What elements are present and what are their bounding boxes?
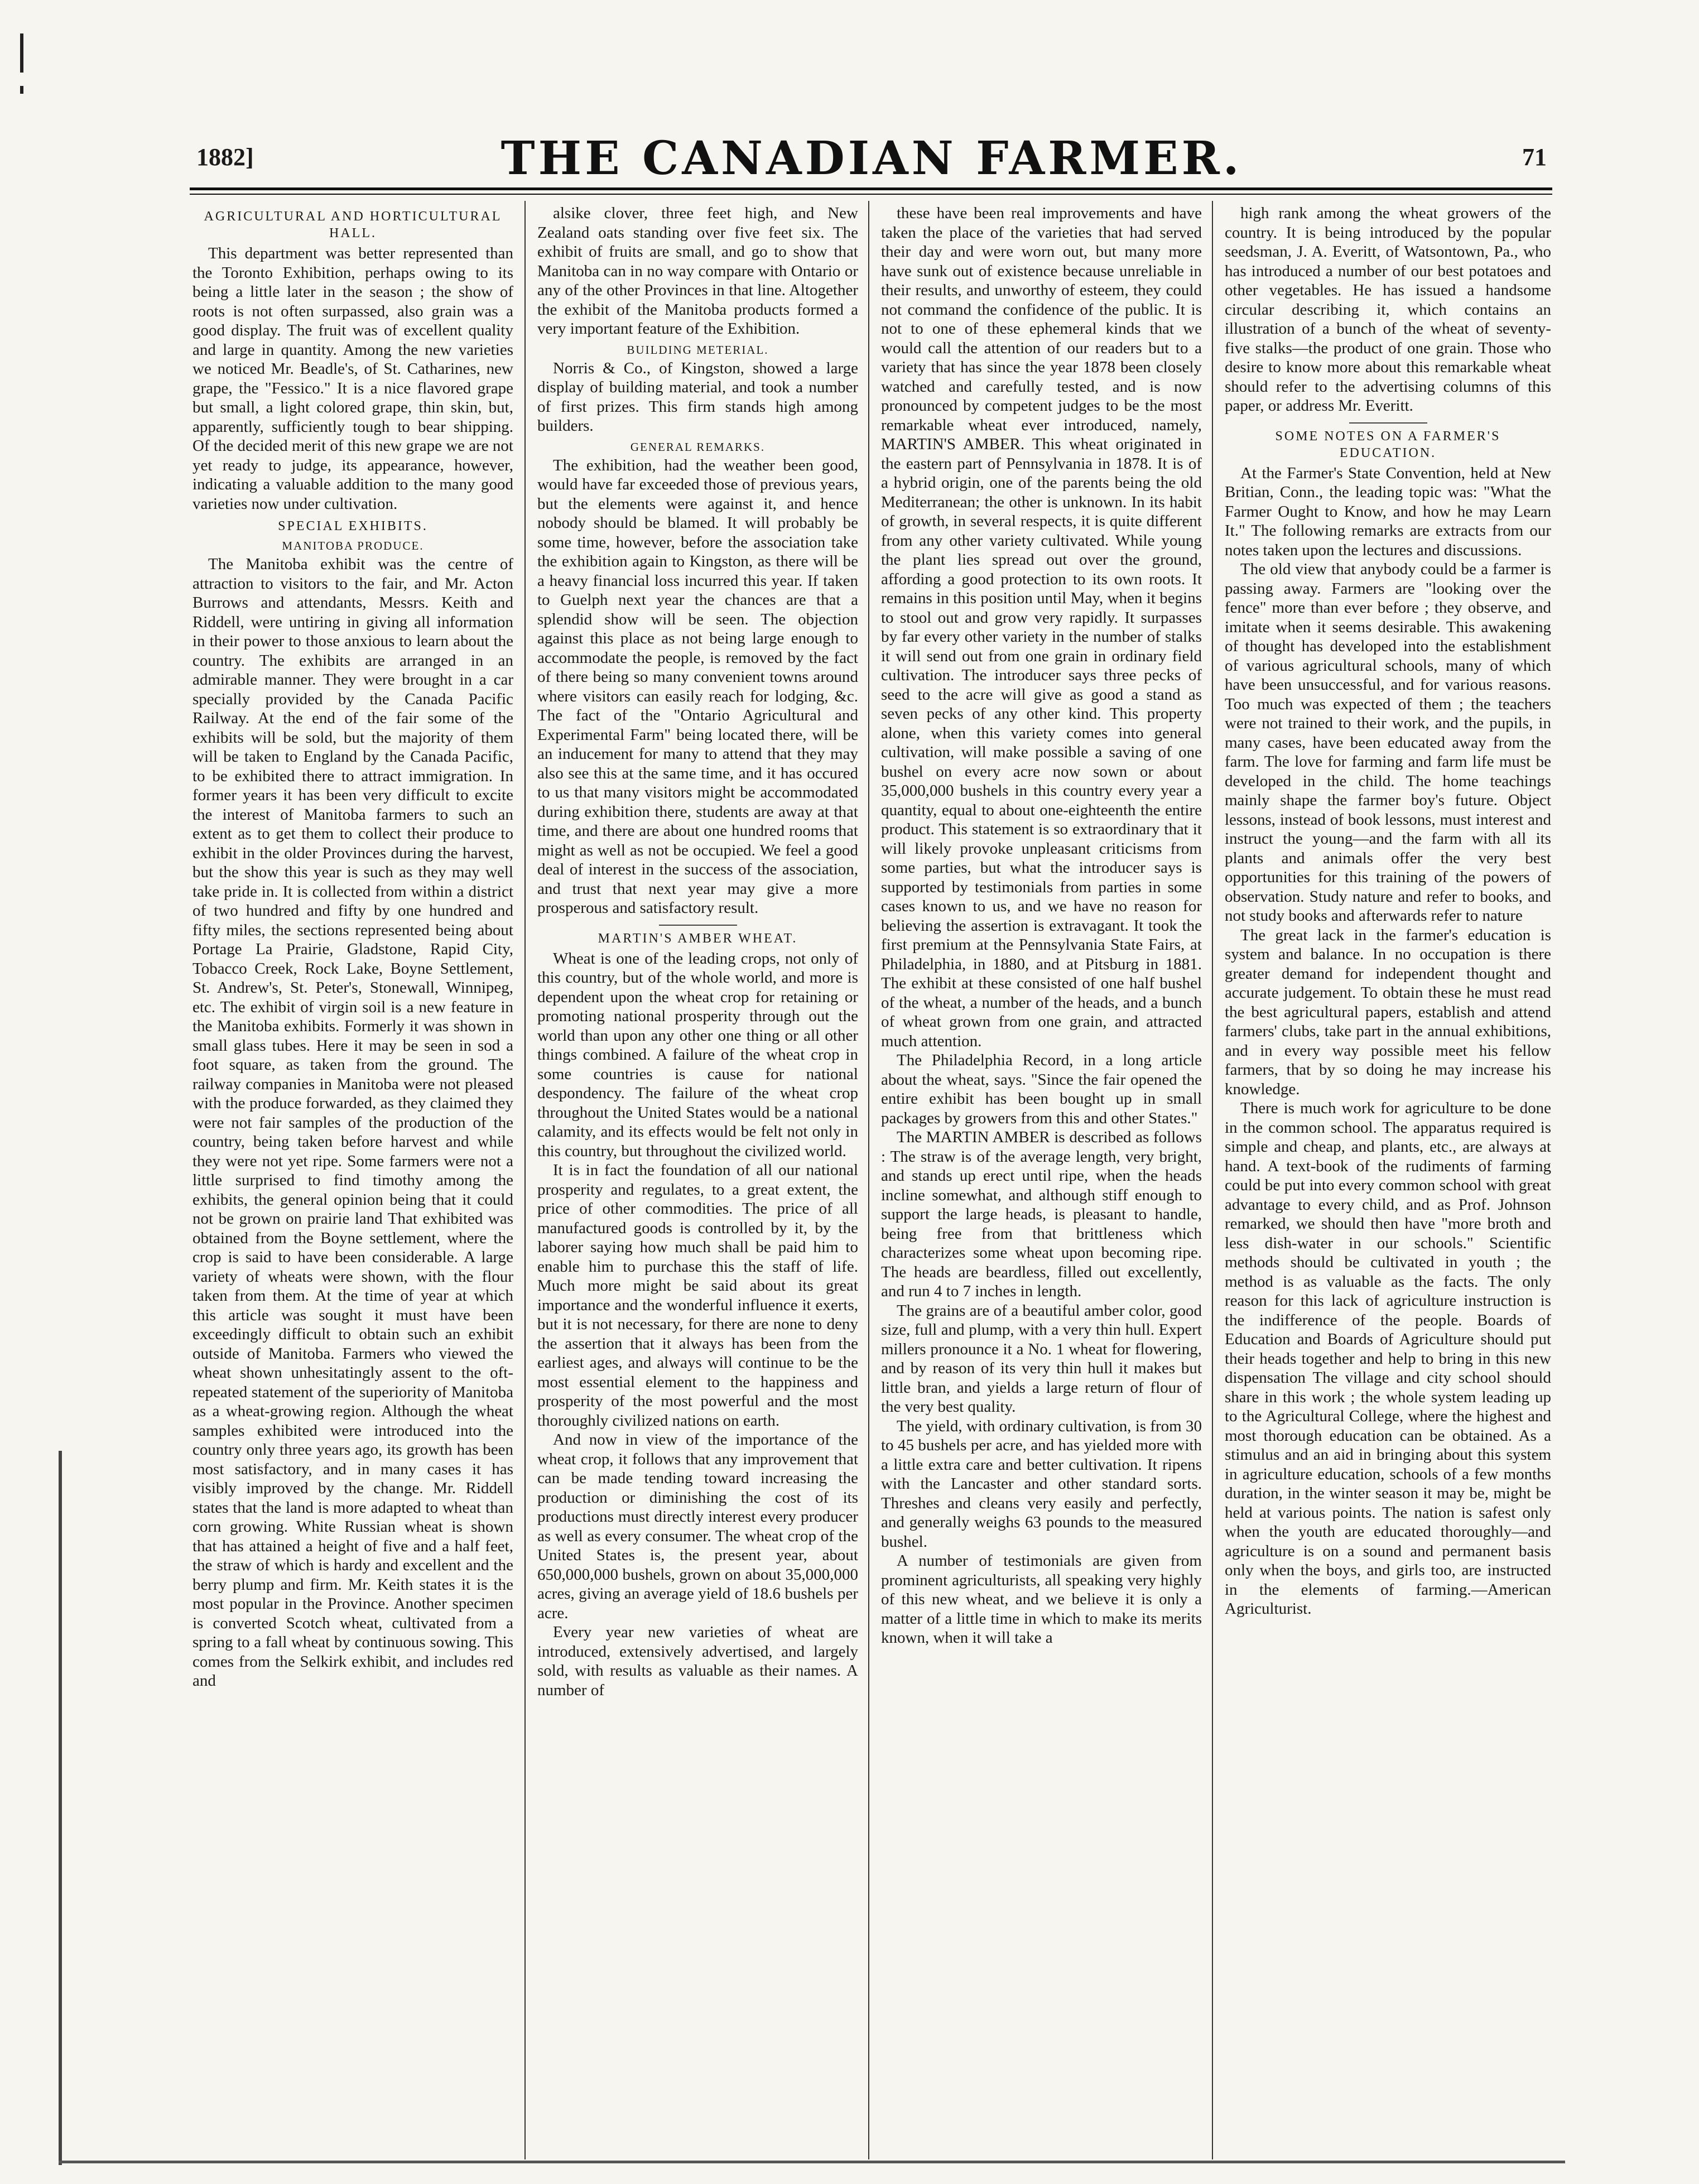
masthead-title: THE CANADIAN FARMER. xyxy=(500,132,1243,185)
subsection-heading: MANITOBA PRODUCE. xyxy=(282,539,424,552)
header-rule xyxy=(190,187,1552,190)
paragraph: It is in fact the foundation of all our national prosperity and regulates, to a great extent, the price of other commodities. The price of all manufactured goods is controlled by it, by the laborer saying how much shall be paid him to enable him to purchase this the staff of life. Much more might be said about its great importance and the wonderful influence it exerts, but it is not necessary, for there are none to deny the assertion that it always has been from the earliest ages, and always will continue to be the most essential element to the happiness and prosperity of the most powerful and the most thoroughly civilized nations on earth. xyxy=(537,1161,858,1430)
column-divider xyxy=(1212,201,1213,2159)
paragraph: alsike clover, three feet high, and New Zealand oats standing over five feet six. The exhibit of fruits are small, and go to show that Manitoba can in no way compare with Ontario or any of the other Provinces in that line. Altogether the exhibit of the Manitoba products formed a very important feature of the Exhibition. xyxy=(537,204,858,338)
paragraph: A number of testimonials are given from prominent agriculturists, all speaking very highly of this new wheat, and we believe it is only a matter of a little time in which to make its merits known, when it will take a xyxy=(881,1552,1202,1647)
margin-mark xyxy=(17,33,27,167)
paragraph: The Manitoba exhibit was the centre of attraction to visitors to the fair, and Mr. Acton Burrows and attendants, Messrs. Keith and Riddell, were untiring in giving all information in their power to those anxious to learn about the country. The exhibits are arranged in an admirable manner. They were brought in a car specially provided by the Canada Pacific Railway. At the end of the fair some of the exhibits will be sold, but the majority of them will be taken to England by the Canada Pacific, to be exhibited there to attract immigration. In former years it has been very difficult to excite the interest of Manitoba farmers to such an extent as to get them to collect their produce to exhibit in the older Provinces during the harvest, but the show this year is such as they may well take pride in. It is collected from within a district of two hundred and fifty by one hundred and fifty miles, the sections represented being about Portage La Prairie, Gladstone, Rapid City, Tobacco Creek, Rock Lake, Boyne Settlement, St. Andrew's, St. Peter's, Stonewall, Winnipeg, etc. The exhibit of virgin soil is a new feature in the Manitoba exhibits. Formerly it was shown in small glass tubes. Here it may be seen in sod a foot square, as taken from the ground. The railway companies in Manitoba were not pleased with the produce forwarded, as they claimed they were not fair samples of the production of the country, being taken before harvest and while they were not yet ripe. Some farmers were not a little surprised to find timothy among the exhibits, the general opinion being that it could not be grown on prairie land That exhibited was obtained from the Boyne settlement, where the crop is said to have been considerable. A large variety of wheats were shown, with the flour taken from them. At the time of year at which this article was sought it must have been exceedingly difficult to obtain such an exhibit outside of Manitoba. Farmers who viewed the wheat shown unhesitatingly assent to the oft-repeated statement of the superiority of Manitoba as a wheat-growing region. Although the wheat samples exhibited were introduced into the country only three years ago, its growth has been most satisfactory, and in many cases it has visibly improved by the change. Mr. Riddell states that the land is more adapted to wheat than corn growing. White Russian wheat is shown that has attained a height of five and a half feet, the straw of which is hardy and excellent and the berry plump and firm. Mr. Keith states it is the most popular in the Province. Another specimen is converted Scotch wheat, cultivated from a spring to a fall wheat by continuous sowing. This comes from the Selkirk exhibit, and includes red and xyxy=(192,555,513,1690)
subsection-heading: GENERAL REMARKS. xyxy=(630,440,766,454)
section-heading: AGRICULTURAL AND HORTICULTURAL HALL. xyxy=(204,209,502,240)
section-heading: MARTIN'S AMBER WHEAT. xyxy=(598,931,798,946)
section-heading: SOME NOTES ON A FARMER'S EDUCATION. xyxy=(1275,429,1501,460)
paragraph: Norris & Co., of Kingston, showed a large display of building material, and took a number of first prizes. This firm stands high among builders. xyxy=(537,359,858,435)
paragraph: This department was better represented than the Toronto Exhibition, perhaps owing to its being a little later in the season ; the show of roots is not often surpassed, also grain was a good display. The fruit was of excellent quality and large in quantity. Among the new varieties we noticed Mr. Beadle's, of St. Catharines, new grape, the "Fessico." It is a nice flavored grape but small, a light colored grape, thin skin, but, apparently, sufficiently tough to bear shipping. Of the decided merit of this new grape we are not yet ready to judge, its appearance, however, indicating a valuable addition to the many good varieties now under cultivation. xyxy=(192,244,513,513)
section-divider xyxy=(1349,422,1427,424)
paragraph: There is much work for agriculture to be done in the common school. The apparatus required is simple and cheap, and plants, etc., are always at hand. A text-book of the rudiments of farming could be put into every common school with great advantage to every child, and as Prof. Johnson remarked, we should then have "more broth and less dish-water in our schools." Scientific methods should be cultivated in youth ; the method is as valuable as the facts. The only reason for this lack of agriculture instruction is the indifference of the people. Boards of Education and Boards of Agriculture should put their heads together and help to bring in this new dispensation The village and city school should share in this work ; the whole system leading up to the Agricultural College, where the highest and most thorough education can be obtained. As a stimulus and an aid in bringing about this system in agriculture education, schools of a few months duration, in the winter season it may be, might be held at various points. The nation is safest only when the youth are educated thoroughly—and agriculture is on a sound and permanent basis only when the boys, and girls too, are instructed in the elements of farming.—American Agriculturist. xyxy=(1225,1099,1551,1618)
column-2 xyxy=(537,204,858,2151)
column-4 xyxy=(1225,204,1551,2151)
header-rule-thin xyxy=(190,194,1552,195)
bottom-rule xyxy=(59,2161,1565,2163)
column-3 xyxy=(881,204,1202,2151)
page-number: 71 xyxy=(1522,143,1547,171)
paragraph: The grains are of a beautiful amber color, good size, full and plump, with a very thin hull. Expert millers pronounce it a No. 1 wheat for flowering, and by reason of its very thin hull it makes but little bran, and yields a large return of flour of the very best quality. xyxy=(881,1301,1202,1416)
section-heading: SPECIAL EXHIBITS. xyxy=(278,519,428,533)
paragraph: Wheat is one of the leading crops, not only of this country, but of the whole world, and more is dependent upon the wheat crop for retaining or promoting national prosperity through out the world than upon any other one thing or all other things combined. A failure of the wheat crop in some countries is cause for national despondency. The failure of the wheat crop throughout the United States would be a national calamity, and its effects would be felt not only in this country, but throughout the civilized world. xyxy=(537,949,858,1160)
subsection-heading: BUILDING METERIAL. xyxy=(627,343,769,357)
paragraph: The MARTIN AMBER is described as follows : The straw is of the average length, very bright, and stands up erect until ripe, when the heads incline somewhat, and although stiff enough to support the large heads, is pleasant to handle, being free from that brittleness which characterizes some wheat upon becoming ripe. The heads are beardless, filled out excellently, and run 4 to 7 inches in length. xyxy=(881,1128,1202,1300)
paragraph: The Philadelphia Record, in a long article about the wheat, says. "Since the fair opened the entire exhibit has been bought up in small packages by growers from this and other States." xyxy=(881,1051,1202,1127)
paragraph: The old view that anybody could be a farmer is passing away. Farmers are "looking over the fence" more than ever before ; they observe, and imitate when it seems desirable. This awakening of thought has developed into the establishment of various agricultural schools, many of which have been unsuccessful, and for various reasons. Too much was expected of them ; the teachers were not trained to their work, and the pupils, in many cases, have been educated away from the farm. The love for farming and farm life must be developed in the child. The home teachings mainly shape the farmer boy's future. Object lessons, instead of book lessons, must interest and instruct the young—and the farm with all its plants and animals offer the very best opportunities for this training of the powers of observation. Study nature and refer to books, and not study books and afterwards refer to nature xyxy=(1225,560,1551,925)
paragraph: At the Farmer's State Convention, held at New Britian, Conn., the leading topic was: "What the Farmer Ought to Know, and how he may Learn It." The following remarks are extracts from our notes taken upon the lectures and discussions. xyxy=(1225,464,1551,559)
paragraph: The exhibition, had the weather been good, would have far exceeded those of previous years, but the elements were against it, and hence nobody should be blamed. It will probably be some time, however, before the association take the exhibition again to Kingston, as there will be a heavy financial loss incurred this year. If taken to Guelph next year the chances are that a splendid show will be seen. The objection against this place as not being large enough to accommodate the people, is removed by the fact of there being so many convenient towns around where visitors can easily reach for lodging, &c. The fact of the "Ontario Agricultural and Experimental Farm" being located there, will be an inducement for many to attend that they may also see this at the same time, and it has occured to us that many visitors might be accommodated during exhibition there, students are away at that time, and there are about one hundred rooms that might as well as not be occupied. We feel a good deal of interest in the success of the association, and trust that next year may give a more prosperous and satisfactory result. xyxy=(537,456,858,917)
paragraph: The great lack in the farmer's education is system and balance. In no occupation is there greater demand for independent thought and accurate judgement. To obtain these he must read the best agricultural papers, establish and attend farmers' clubs, take part in the annual exhibitions, and in every way possible meet his fellow farmers, that by so doing he may increase his knowledge. xyxy=(1225,926,1551,1098)
paragraph: these have been real improvements and have taken the place of the varieties that had served their day and were worn out, but many more have sunk out of existence because unreliable in their results, and unworthy of esteem, they could not command the confidence of the public. It is not to one of these ephemeral kinds that we would call the attention of our readers but to a variety that has since the year 1878 been closely watched and carefully tested, and is now pronounced by competent judges to be the most remarkable wheat ever introduced, namely, MARTIN'S AMBER. This wheat originated in the eastern part of Pennsylvania in 1878. It is of a hybrid origin, one of the parents being the old Mediterranean; the other is unknown. In its habit of growth, in several respects, it is quite different from any other variety cultivated. While young the plant lies spread out over the ground, affording a good protection to its own roots. It remains in this position until May, when it begins to stool out and grow very rapidly. It surpasses by far every other variety in the number of stalks it will send out from one grain in ordinary field cultivation. The introducer says three pecks of seed to the acre will give as good a stand as seven pecks of any other kind. This property alone, when this variety comes into general cultivation, will make possible a saving of one bushel on every acre now sown or about 35,000,000 bushels in this country every year a quantity, equal to about one-eighteenth the entire product. This statement is so extraordinary that it will likely provoke unpleasant criticisms from some parties, but what the introducer says is supported by testimonials from parties in some cases known to us, and we have no reason for believing the assertion is extravagant. It took the first premium at the Pennsylvania State Fairs, at Philadelphia, in 1880, and at Pitsburg in 1881. The exhibit at these consisted of one half bushel of the wheat, a number of the heads, and a bunch of wheat grown from one grain, and attracted much attention. xyxy=(881,204,1202,1050)
column-divider xyxy=(868,201,869,2159)
column-1 xyxy=(192,204,513,2151)
paragraph: The yield, with ordinary cultivation, is from 30 to 45 bushels per acre, and has yielded more with a little extra care and better cultivation. It ripens with the Lancaster and other standard sorts. Threshes and cleans very easily and perfectly, and generally weighs 63 pounds to the measured bushel. xyxy=(881,1417,1202,1551)
left-margin-rule xyxy=(59,1451,62,2165)
paragraph: Every year new varieties of wheat are introduced, extensively advertised, and largely sold, with results as valuable as their names. A number of xyxy=(537,1623,858,1699)
paragraph: And now in view of the importance of the wheat crop, it follows that any improvement that can be made tending toward increasing the production or diminishing the cost of its productions must directly interest every producer as well as every consumer. The wheat crop of the United States is, the present year, about 650,000,000 bushels, grown on about 35,000,000 acres, giving an average yield of 18.6 bushels per acre. xyxy=(537,1431,858,1622)
header-year: 1882] xyxy=(196,143,254,171)
section-divider xyxy=(659,925,737,926)
column-divider xyxy=(524,201,526,2159)
page-header xyxy=(196,132,1547,185)
paragraph: high rank among the wheat growers of the country. It is being introduced by the popular seedsman, J. A. Everitt, of Watsontown, Pa., who has introduced a number of our best potatoes and other vegetables. He has issued a handsome circular describing it, which contains an illustration of a bunch of the wheat of seventy-five stalks—the product of one grain. Those who desire to know more about this remarkable wheat should refer to the advertising columns of this paper, or address Mr. Everitt. xyxy=(1225,204,1551,415)
